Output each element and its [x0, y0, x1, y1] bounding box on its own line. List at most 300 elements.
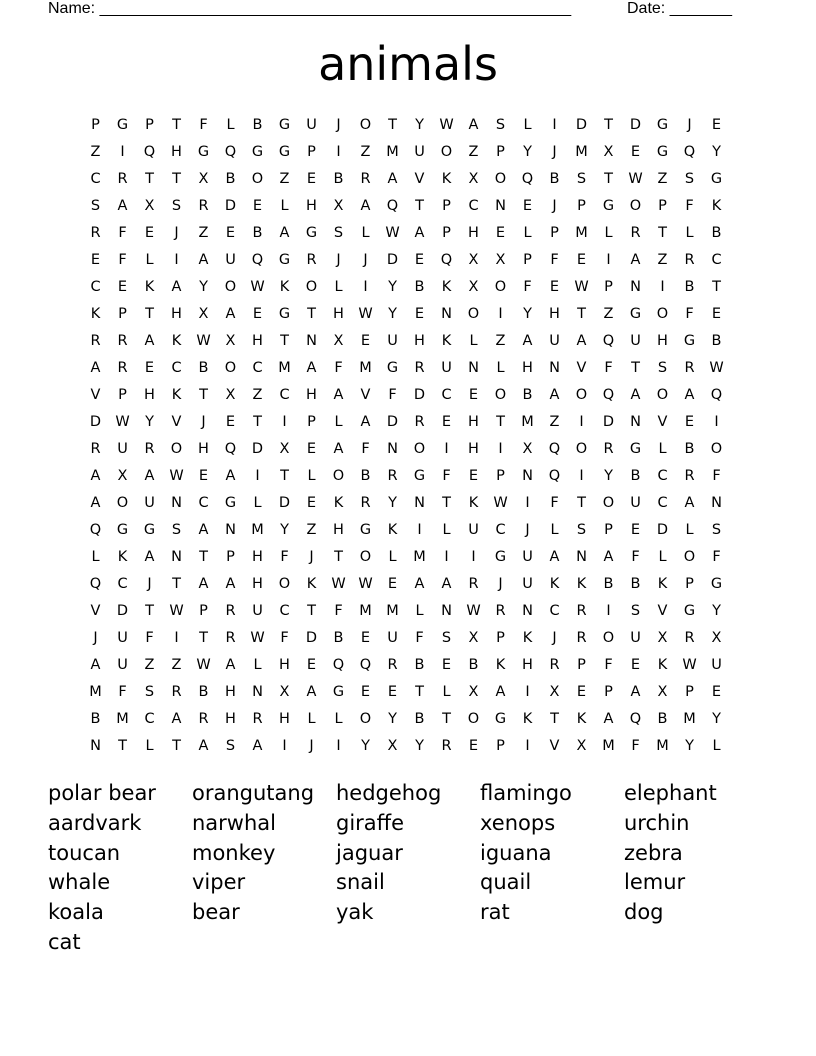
- header-line: [48, 0, 748, 20]
- grid-letter: E: [576, 683, 587, 700]
- grid-letter: N: [306, 332, 317, 349]
- grid-letter: M: [359, 359, 372, 376]
- grid-letter: P: [496, 737, 505, 754]
- grid-letter: X: [279, 683, 290, 700]
- word-list-item: monkey: [192, 840, 276, 865]
- grid-letter: O: [116, 494, 129, 511]
- grid-letter: T: [496, 413, 505, 430]
- word-list-item: jaguar: [336, 840, 403, 865]
- grid-letter: P: [550, 224, 559, 241]
- grid-letter: I: [579, 467, 584, 484]
- grid-letter: O: [251, 170, 264, 187]
- grid-letter: Y: [712, 710, 721, 727]
- grid-letter: E: [414, 305, 425, 322]
- grid-letter: A: [279, 224, 290, 241]
- grid-letter: A: [468, 116, 479, 133]
- grid-letter: G: [656, 116, 669, 133]
- name-field-label: Name: _____________________________________________________: [48, 0, 572, 17]
- grid-letter: U: [630, 332, 641, 349]
- grid-letter: B: [414, 656, 425, 673]
- grid-letter: O: [440, 143, 453, 160]
- grid-letter: L: [685, 521, 694, 538]
- grid-letter: X: [333, 197, 344, 214]
- grid-letter: W: [169, 467, 184, 484]
- grid-letter: A: [441, 575, 452, 592]
- grid-letter: K: [117, 548, 128, 565]
- grid-letter: A: [360, 413, 371, 430]
- grid-letter: L: [604, 224, 613, 241]
- grid-letter: A: [144, 548, 155, 565]
- grid-letter: C: [468, 197, 479, 214]
- grid-letter: D: [656, 521, 669, 538]
- grid-letter: F: [442, 467, 451, 484]
- grid-letter: O: [305, 278, 318, 295]
- grid-letter: B: [630, 467, 641, 484]
- grid-letter: S: [144, 683, 155, 700]
- grid-letter: N: [441, 602, 452, 619]
- grid-letter: R: [684, 359, 695, 376]
- grid-letter: R: [549, 656, 560, 673]
- grid-letter: F: [280, 548, 289, 565]
- grid-letter: H: [144, 386, 155, 403]
- grid-letter: U: [630, 629, 641, 646]
- grid-letter: B: [684, 278, 695, 295]
- grid-letter: L: [685, 224, 694, 241]
- grid-letter: Z: [549, 413, 560, 430]
- word-list-item: viper: [192, 870, 246, 895]
- grid-letter: M: [413, 548, 426, 565]
- grid-letter: R: [414, 359, 425, 376]
- word-list-item: snail: [336, 870, 385, 895]
- grid-letter: R: [387, 656, 398, 673]
- grid-letter: K: [306, 575, 317, 592]
- grid-letter: I: [471, 548, 476, 565]
- grid-letter: Y: [712, 602, 721, 619]
- grid-letter: C: [279, 602, 290, 619]
- grid-letter: E: [144, 359, 155, 376]
- grid-letter: F: [388, 386, 397, 403]
- grid-letter: M: [386, 602, 399, 619]
- grid-letter: X: [279, 440, 290, 457]
- grid-letter: S: [171, 521, 182, 538]
- grid-letter: F: [415, 629, 424, 646]
- grid-letter: I: [498, 305, 503, 322]
- grid-letter: M: [359, 602, 372, 619]
- grid-letter: H: [468, 224, 479, 241]
- grid-letter: Z: [171, 656, 182, 673]
- grid-letter: N: [171, 494, 182, 511]
- word-list-item: yak: [336, 900, 374, 925]
- grid-letter: V: [414, 170, 425, 187]
- grid-letter: R: [198, 197, 209, 214]
- grid-letter: K: [495, 656, 506, 673]
- grid-letter: B: [198, 683, 209, 700]
- grid-letter: N: [495, 197, 506, 214]
- word-list-item: toucan: [48, 840, 121, 865]
- grid-letter: P: [442, 197, 451, 214]
- grid-letter: L: [280, 197, 289, 214]
- grid-letter: A: [684, 386, 695, 403]
- grid-letter: W: [196, 332, 211, 349]
- grid-letter: E: [630, 656, 641, 673]
- word-list-item: lemur: [624, 870, 686, 895]
- grid-letter: N: [576, 548, 587, 565]
- grid-letter: T: [145, 170, 154, 187]
- grid-letter: H: [468, 440, 479, 457]
- grid-letter: I: [282, 737, 287, 754]
- grid-letter: C: [711, 251, 722, 268]
- grid-letter: O: [359, 116, 372, 133]
- grid-letter: Y: [388, 305, 397, 322]
- grid-letter: G: [656, 143, 669, 160]
- grid-letter: T: [199, 548, 208, 565]
- grid-letter: U: [522, 575, 533, 592]
- grid-letter: E: [90, 251, 101, 268]
- grid-letter: R: [684, 251, 695, 268]
- grid-letter: O: [413, 440, 426, 457]
- grid-letter: B: [360, 467, 371, 484]
- grid-letter: T: [577, 305, 586, 322]
- grid-letter: U: [387, 629, 398, 646]
- grid-letter: X: [117, 467, 128, 484]
- grid-letter: Y: [145, 413, 154, 430]
- grid-letter: Y: [415, 737, 424, 754]
- grid-letter: K: [333, 494, 344, 511]
- grid-letter: X: [522, 440, 533, 457]
- grid-letter: O: [683, 548, 696, 565]
- grid-letter: E: [360, 332, 371, 349]
- grid-letter: E: [360, 683, 371, 700]
- grid-letter: G: [629, 440, 642, 457]
- grid-letter: T: [199, 386, 208, 403]
- grid-letter: R: [360, 494, 371, 511]
- grid-letter: U: [306, 116, 317, 133]
- grid-letter: X: [711, 629, 722, 646]
- grid-letter: T: [442, 494, 451, 511]
- grid-letter: N: [387, 440, 398, 457]
- grid-letter: X: [144, 197, 155, 214]
- grid-letter: X: [468, 278, 479, 295]
- grid-letter: J: [552, 143, 557, 160]
- grid-letter: M: [251, 521, 264, 538]
- grid-letter: J: [309, 737, 314, 754]
- grid-letter: I: [525, 683, 530, 700]
- grid-letter: D: [305, 629, 318, 646]
- word-list-item: urchin: [624, 810, 690, 835]
- grid-letter: S: [684, 170, 695, 187]
- grid-letter: J: [309, 548, 314, 565]
- grid-letter: F: [199, 116, 208, 133]
- grid-letter: F: [604, 359, 613, 376]
- grid-letter: P: [604, 683, 613, 700]
- grid-letter: Q: [440, 251, 453, 268]
- grid-letter: C: [171, 359, 182, 376]
- grid-letter: A: [252, 737, 263, 754]
- grid-letter: H: [171, 143, 182, 160]
- grid-letter: H: [225, 683, 236, 700]
- grid-letter: Z: [144, 656, 155, 673]
- grid-letter: L: [712, 737, 721, 754]
- grid-letter: X: [198, 305, 209, 322]
- grid-letter: Z: [468, 143, 479, 160]
- grid-letter: D: [278, 494, 291, 511]
- grid-letter: I: [336, 737, 341, 754]
- grid-letter: R: [225, 629, 236, 646]
- grid-letter: P: [91, 116, 100, 133]
- grid-letter: L: [388, 548, 397, 565]
- grid-letter: M: [683, 710, 696, 727]
- grid-letter: P: [685, 575, 694, 592]
- grid-letter: B: [603, 575, 614, 592]
- grid-letter: B: [468, 656, 479, 673]
- grid-letter: T: [307, 602, 316, 619]
- grid-letter: P: [118, 386, 127, 403]
- grid-letter: O: [656, 386, 669, 403]
- grid-letter: J: [525, 521, 530, 538]
- grid-letter: C: [144, 710, 155, 727]
- grid-letter: I: [255, 467, 260, 484]
- word-list-item: whale: [48, 870, 111, 895]
- grid-letter: Q: [629, 710, 642, 727]
- grid-letter: A: [90, 656, 101, 673]
- grid-letter: W: [439, 116, 454, 133]
- grid-letter: O: [575, 386, 588, 403]
- grid-letter: I: [714, 413, 719, 430]
- grid-letter: G: [332, 683, 345, 700]
- grid-letter: A: [360, 197, 371, 214]
- grid-letter: J: [552, 197, 557, 214]
- grid-letter: A: [198, 251, 209, 268]
- grid-letter: M: [575, 143, 588, 160]
- grid-letter: U: [117, 656, 128, 673]
- grid-letter: W: [169, 602, 184, 619]
- grid-letter: P: [604, 521, 613, 538]
- grid-letter: A: [603, 710, 614, 727]
- grid-letter: L: [334, 413, 343, 430]
- grid-letter: K: [522, 710, 533, 727]
- grid-letter: U: [117, 440, 128, 457]
- grid-letter: R: [117, 359, 128, 376]
- grid-letter: O: [359, 548, 372, 565]
- grid-letter: F: [631, 548, 640, 565]
- grid-letter: W: [250, 278, 265, 295]
- grid-letter: Z: [90, 143, 101, 160]
- grid-letter: V: [549, 737, 560, 754]
- grid-letter: M: [575, 224, 588, 241]
- grid-letter: F: [712, 548, 721, 565]
- grid-letter: E: [306, 656, 317, 673]
- grid-letter: I: [174, 629, 179, 646]
- grid-letter: G: [143, 521, 156, 538]
- date-field-label: Date: _______: [627, 0, 732, 17]
- grid-letter: N: [630, 413, 641, 430]
- grid-letter: J: [687, 116, 692, 133]
- grid-letter: N: [225, 521, 236, 538]
- grid-letter: P: [496, 629, 505, 646]
- grid-letter: C: [657, 467, 668, 484]
- grid-letter: A: [576, 332, 587, 349]
- grid-letter: Q: [89, 575, 102, 592]
- grid-letter: T: [145, 305, 154, 322]
- grid-letter: X: [198, 170, 209, 187]
- grid-letter: H: [252, 548, 263, 565]
- grid-letter: L: [550, 521, 559, 538]
- grid-letter: R: [603, 440, 614, 457]
- grid-letter: Q: [89, 521, 102, 538]
- grid-letter: G: [305, 224, 318, 241]
- grid-letter: E: [306, 170, 317, 187]
- grid-letter: A: [522, 332, 533, 349]
- grid-letter: E: [711, 116, 722, 133]
- word-list-item: xenops: [480, 810, 556, 835]
- grid-letter: T: [172, 575, 181, 592]
- grid-letter: I: [579, 413, 584, 430]
- grid-letter: D: [251, 440, 264, 457]
- word-list-item: orangutang: [192, 781, 315, 805]
- grid-letter: R: [495, 602, 506, 619]
- grid-letter: S: [711, 521, 722, 538]
- grid-letter: G: [278, 251, 291, 268]
- grid-letter: Y: [388, 494, 397, 511]
- grid-letter: R: [360, 170, 371, 187]
- grid-letter: A: [225, 575, 236, 592]
- grid-letter: A: [90, 359, 101, 376]
- grid-letter: R: [684, 629, 695, 646]
- grid-letter: R: [387, 467, 398, 484]
- grid-letter: J: [336, 251, 341, 268]
- grid-letter: T: [415, 683, 424, 700]
- grid-letter: V: [90, 386, 101, 403]
- grid-letter: Q: [548, 467, 561, 484]
- grid-letter: F: [631, 737, 640, 754]
- grid-letter: A: [414, 224, 425, 241]
- grid-letter: U: [468, 521, 479, 538]
- grid-letter: L: [145, 737, 154, 754]
- grid-letter: R: [90, 440, 101, 457]
- grid-letter: R: [198, 710, 209, 727]
- grid-letter: D: [413, 386, 426, 403]
- grid-letter: E: [387, 575, 398, 592]
- grid-letter: I: [498, 440, 503, 457]
- grid-letter: C: [117, 575, 128, 592]
- grid-letter: E: [387, 683, 398, 700]
- grid-letter: P: [118, 305, 127, 322]
- grid-letter: Q: [602, 386, 615, 403]
- grid-letter: W: [196, 656, 211, 673]
- grid-letter: E: [252, 305, 263, 322]
- grid-letter: H: [279, 656, 290, 673]
- grid-letter: T: [550, 710, 559, 727]
- grid-letter: K: [387, 521, 398, 538]
- grid-letter: T: [388, 116, 397, 133]
- grid-letter: O: [278, 575, 291, 592]
- grid-letter: N: [252, 683, 263, 700]
- grid-letter: T: [172, 737, 181, 754]
- word-list-item: giraffe: [336, 810, 405, 835]
- grid-letter: G: [251, 143, 264, 160]
- grid-letter: D: [386, 251, 399, 268]
- grid-letter: Y: [415, 116, 424, 133]
- grid-letter: E: [441, 413, 452, 430]
- grid-letter: E: [198, 467, 209, 484]
- grid-letter: A: [414, 575, 425, 592]
- grid-letter: H: [198, 440, 209, 457]
- grid-letter: B: [657, 710, 668, 727]
- grid-letter: G: [224, 494, 237, 511]
- grid-letter: A: [90, 494, 101, 511]
- grid-letter: E: [225, 413, 236, 430]
- grid-letter: U: [522, 548, 533, 565]
- grid-letter: B: [711, 332, 722, 349]
- grid-letter: H: [522, 359, 533, 376]
- grid-letter: H: [306, 197, 317, 214]
- grid-letter: M: [602, 737, 615, 754]
- grid-letter: O: [629, 197, 642, 214]
- grid-letter: W: [574, 278, 589, 295]
- grid-letter: B: [711, 224, 722, 241]
- grid-letter: R: [90, 332, 101, 349]
- grid-letter: F: [334, 359, 343, 376]
- grid-letter: V: [576, 359, 587, 376]
- grid-letter: W: [358, 575, 373, 592]
- grid-letter: B: [684, 440, 695, 457]
- grid-letter: R: [117, 332, 128, 349]
- grid-letter: A: [630, 683, 641, 700]
- grid-letter: L: [307, 710, 316, 727]
- grid-letter: X: [603, 143, 614, 160]
- grid-letter: K: [441, 332, 452, 349]
- grid-letter: A: [225, 467, 236, 484]
- grid-letter: U: [441, 359, 452, 376]
- grid-letter: Y: [388, 278, 397, 295]
- grid-letter: N: [171, 548, 182, 565]
- grid-letter: V: [171, 413, 182, 430]
- grid-letter: I: [363, 278, 368, 295]
- grid-letter: J: [147, 575, 152, 592]
- grid-letter: J: [201, 413, 206, 430]
- grid-letter: L: [658, 548, 667, 565]
- grid-letter: T: [577, 494, 586, 511]
- grid-letter: S: [171, 197, 182, 214]
- grid-letter: O: [494, 170, 507, 187]
- grid-letter: D: [116, 602, 129, 619]
- grid-letter: F: [685, 305, 694, 322]
- grid-letter: U: [117, 629, 128, 646]
- grid-letter: J: [498, 575, 503, 592]
- grid-letter: S: [576, 521, 587, 538]
- grid-letter: S: [333, 224, 344, 241]
- grid-letter: N: [414, 494, 425, 511]
- grid-letter: T: [604, 170, 613, 187]
- grid-letter: P: [658, 197, 667, 214]
- grid-letter: R: [576, 602, 587, 619]
- grid-letter: S: [225, 737, 236, 754]
- grid-letter: L: [334, 710, 343, 727]
- grid-letter: Z: [279, 170, 290, 187]
- grid-letter: L: [415, 602, 424, 619]
- grid-letter: I: [174, 251, 179, 268]
- grid-letter: L: [145, 251, 154, 268]
- grid-letter: M: [521, 413, 534, 430]
- grid-letter: B: [198, 359, 209, 376]
- grid-letter: Y: [388, 710, 397, 727]
- grid-letter: H: [279, 710, 290, 727]
- grid-letter: J: [336, 116, 341, 133]
- grid-letter: Q: [359, 656, 372, 673]
- grid-letter: K: [441, 278, 452, 295]
- grid-letter: R: [414, 413, 425, 430]
- grid-letter: W: [682, 656, 697, 673]
